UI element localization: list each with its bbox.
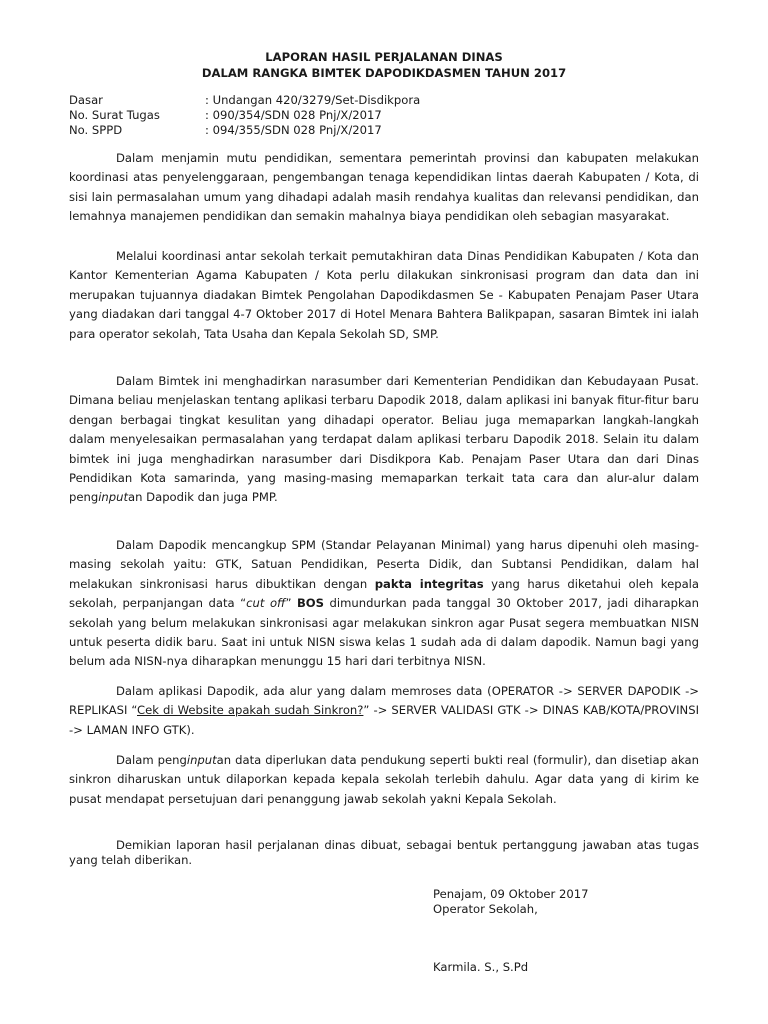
info-label: Dasar: [69, 93, 103, 107]
info-row-dasar: [69, 93, 699, 108]
info-value: : Undangan 420/3279/Set-Disdikpora: [205, 93, 421, 107]
paragraph-6: Dalam penginputan data diperlukan data pendukung seperti bukti real (formulir), dan disetiap akan sinkron diharuskan untuk dilaporkan kepada kepala sekolah terlebih dahulu. Agar data yang di kirim ke pusat mendapat persetujuan dari penanggung jawab sekolah yakni Kepala Sekolah.: [69, 753, 699, 806]
paragraph-5: Dalam aplikasi Dapodik, ada alur yang dalam memroses data (OPERATOR -> SERVER DAPODIK -> REPLIKASI “Cek di Website apakah sudah Sinkron?” -> SERVER VALIDASI GTK -> DINAS KAB/KOTA/PROVINSI -> LAMAN INFO GTK).: [69, 684, 699, 737]
signature-block: [433, 887, 589, 917]
signature-name: Karmila. S., S.Pd: [433, 960, 529, 974]
info-row-surat-tugas: [69, 108, 699, 123]
info-label: No. SPPD: [69, 123, 123, 137]
paragraph-3: Dalam Bimtek ini menghadirkan narasumber dari Kementerian Pendidikan dan Kebudayaan Pusat. Dimana beliau menjelaskan tentang aplikasi terbaru Dapodik 2018, dalam aplikasi ini banyak fitur-fitur baru dengan berbagai tingkat kesulitan yang dihadapi operator. Beliau juga memaparkan langkah-langkah dalam menyelesaikan permasalahan yang terdapat dalam aplikasi terbaru Dapodik 2018. Selain itu dalam bimtek ini juga menghadirkan narasumber dari Disdikpora Kab. Penajam Paser Utara dan dari Dinas Pendidikan Kota samarinda, yang masing-masing memaparkan terkait tata cara dan alur-alur dalam penginputan Dapodik dan juga PMP.: [69, 374, 699, 505]
document-title: [69, 49, 699, 81]
info-value: : 090/354/SDN 028 Pnj/X/2017: [205, 108, 382, 122]
title-line-2: DALAM RANGKA BIMTEK DAPODIKDASMEN TAHUN 2017: [201, 66, 567, 80]
reference-info: [69, 93, 699, 138]
paragraph-4: Dalam Dapodik mencangkup SPM (Standar Pelayanan Minimal) yang harus dipenuhi oleh masing-masing sekolah yaitu: GTK, Satuan Pendidikan, Peserta Didik, dan Subtansi Pendidikan, dalam hal melakukan sinkronisasi harus dibuktikan dengan pakta integritas yang harus diketahui oleh kepala sekolah, perpanjangan data “cut off” BOS dimundurkan pada tanggal 30 Oktober 2017, jadi diharapkan sekolah yang belum melakukan sinkronisasi agar melakukan sinkron agar Pusat segera membuatkan NISN untuk peserta didik baru. Saat ini untuk NISN siswa kelas 1 sudah ada di dalam dapodik. Namun bagi yang belum ada NISN-nya diharapkan menunggu 15 hari dari terbitnya NISN.: [69, 538, 699, 669]
underlined-text: Cek di Website apakah sudah Sinkron?: [137, 703, 364, 718]
info-value: : 094/355/SDN 028 Pnj/X/2017: [205, 123, 382, 137]
title-line-1: LAPORAN HASIL PERJALANAN DINAS: [265, 50, 503, 64]
paragraph-2: Melalui koordinasi antar sekolah terkait pemutakhiran data Dinas Pendidikan Kabupaten / Kota dan Kantor Kementerian Agama Kabupaten / Kota perlu dilakukan sinkronisasi program dan data dan ini merupakan tujuannya diadakan Bimtek Pengolahan Dapodikdasmen Se - Kabupaten Penajam Paser Utara yang diadakan dari tanggal 4-7 Oktober 2017 di Hotel Menara Bahtera Balikpapan, sasaran Bimtek ini ialah para operator sekolah, Tata Usaha dan Kepala Sekolah SD, SMP.: [69, 249, 699, 341]
signature-place-date: Penajam, 09 Oktober 2017: [433, 887, 589, 901]
paragraph-1: Dalam menjamin mutu pendidikan, sementara pemerintah provinsi dan kabupaten melakukan koordinasi atas penyelenggaraan, pengembangan tenaga kependidikan lintas daerah Kabupaten / Kota, di sisi lain permasalahan umum yang dihadapi adalah masih rendahya kualitas dan relevansi pendidikan, dan lemahnya manajemen pendidikan dan semakin mahalnya biaya pendidikan oleh sebagian masyarakat.: [69, 151, 699, 224]
signature-role: Operator Sekolah,: [433, 902, 538, 916]
info-label: No. Surat Tugas: [69, 108, 160, 122]
closing-paragraph: Demikian laporan hasil perjalanan dinas dibuat, sebagai bentuk pertanggung jawaban atas tugas yang telah diberikan.: [69, 838, 699, 867]
info-row-sppd: [69, 123, 699, 138]
